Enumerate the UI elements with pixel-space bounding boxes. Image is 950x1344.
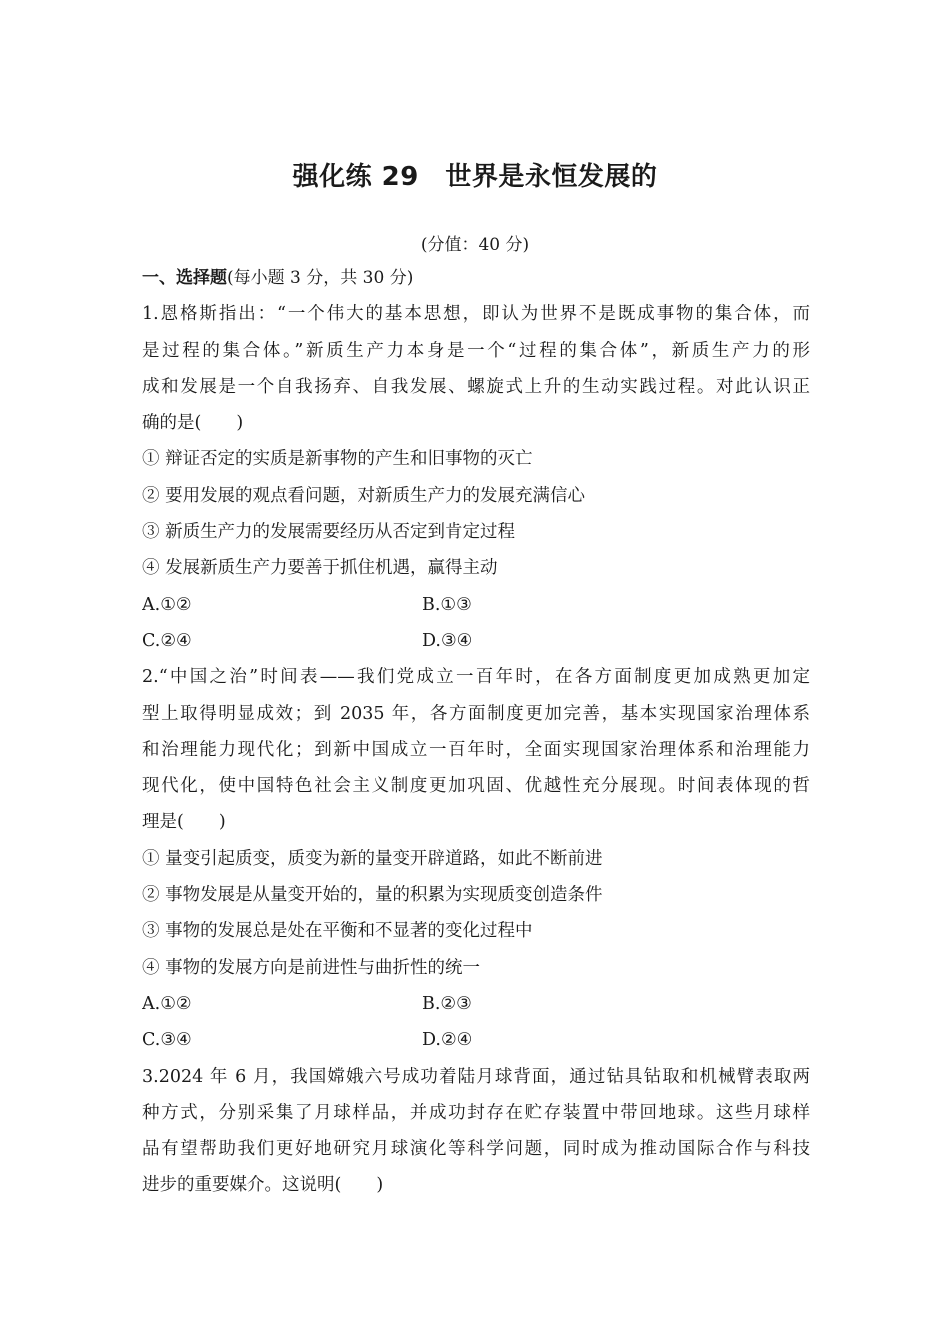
statement-item: ③ 事物的发展总是处在平衡和不显著的变化过程中 xyxy=(142,921,533,942)
option-d: D.③④ xyxy=(422,630,473,651)
section-heading xyxy=(142,260,810,296)
option-a: A.①② xyxy=(142,993,192,1014)
question-stem-line: 进步的重要媒介。这说明( ) xyxy=(142,1175,384,1196)
question-stem-line: 种方式，分别采集了月球样品，并成功封存在贮存装置中带回地球。这些月球样 xyxy=(142,1102,810,1123)
option-row xyxy=(142,1022,810,1058)
section-heading-label: 一、选择题 xyxy=(142,268,227,288)
question-stem-line: 成和发展是一个自我扬弃、自我发展、螺旋式上升的生动实践过程。对此认识正 xyxy=(142,376,810,397)
statement-item: ① 辩证否定的实质是新事物的产生和旧事物的灭亡 xyxy=(142,449,533,470)
question-stem-line: 型上取得明显成效；到 2035 年，各方面制度更加完善，基本实现国家治理体系 xyxy=(142,703,810,724)
question-stem-line: 3.2024 年 6 月，我国嫦娥六号成功着陆月球背面，通过钻具钻取和机械臂表取两 xyxy=(142,1066,810,1087)
question-stem-line: 和治理能力现代化；到新中国成立一百年时，全面实现国家治理体系和治理能力 xyxy=(142,739,810,760)
question-1 xyxy=(142,296,810,659)
statement-item: ③ 新质生产力的发展需要经历从否定到肯定过程 xyxy=(142,522,516,543)
option-row xyxy=(142,587,810,623)
section-heading-note: (每小题 3 分，共 30 分) xyxy=(227,268,414,288)
question-3 xyxy=(142,1059,810,1204)
question-stem-line: 品有望帮助我们更好地研究月球演化等科学问题，同时成为推动国际合作与科技 xyxy=(142,1139,810,1160)
page-title: 强化练 29 世界是永恒发展的 xyxy=(292,162,658,192)
question-stem-line: 现代化，使中国特色社会主义制度更加巩固、优越性充分展现。时间表体现的哲 xyxy=(142,776,810,797)
question-2 xyxy=(142,659,810,1058)
question-stem-line: 理是( ) xyxy=(142,812,226,833)
option-c: C.②④ xyxy=(142,630,192,651)
question-stem-line: 1.恩格斯指出：“一个伟大的基本思想，即认为世界不是既成事物的集合体，而 xyxy=(142,304,810,325)
option-row xyxy=(142,623,810,659)
score-note: (分值：40 分) xyxy=(420,235,530,255)
statement-item: ① 量变引起质变，质变为新的量变开辟道路，如此不断前进 xyxy=(142,848,603,869)
question-content xyxy=(142,260,810,1204)
statement-item: ② 事物发展是从量变开始的，量的积累为实现质变创造条件 xyxy=(142,885,603,906)
option-row xyxy=(142,986,810,1022)
option-a: A.①② xyxy=(142,594,192,615)
option-b: B.②③ xyxy=(422,993,472,1014)
statement-item: ④ 事物的发展方向是前进性与曲折性的统一 xyxy=(142,957,481,978)
question-stem-line: 2.“中国之治”时间表——我们党成立一百年时，在各方面制度更加成熟更加定 xyxy=(142,667,810,688)
option-c: C.③④ xyxy=(142,1030,192,1051)
option-d: D.②④ xyxy=(422,1030,473,1051)
question-stem-line: 是过程的集合体。”新质生产力本身是一个“过程的集合体”，新质生产力的形 xyxy=(142,340,810,361)
question-stem-line: 确的是( ) xyxy=(142,413,244,434)
statement-item: ② 要用发展的观点看问题，对新质生产力的发展充满信心 xyxy=(142,485,586,506)
statement-item: ④ 发展新质生产力要善于抓住机遇，赢得主动 xyxy=(142,558,498,579)
option-b: B.①③ xyxy=(422,594,472,615)
